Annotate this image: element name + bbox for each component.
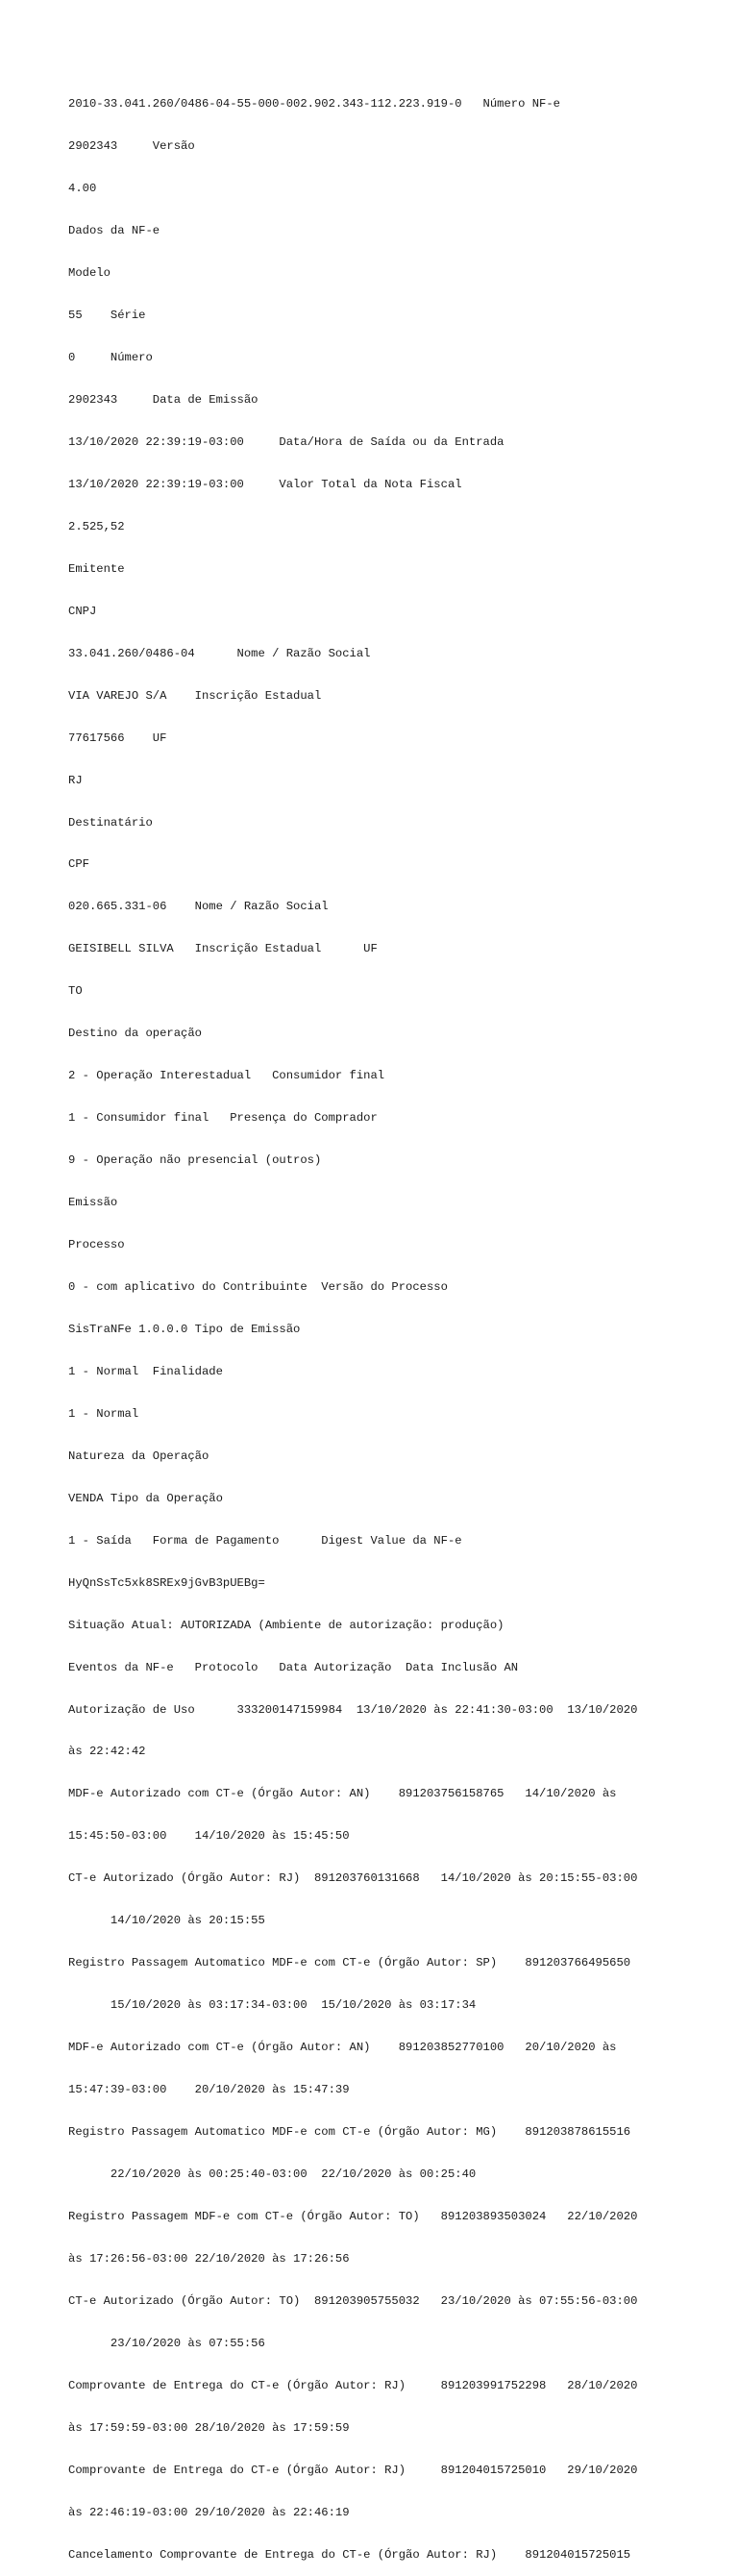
text-line: Autorização de Uso 333200147159984 13/10/2020 às 22:41:30-03:00 13/10/2020 <box>68 1702 638 1717</box>
text-line: TO <box>68 984 83 999</box>
text-line: Comprovante de Entrega do CT-e (Órgão Autor: RJ) 891203991752298 28/10/2020 <box>68 2378 638 2392</box>
text-line: 020.665.331-06 Nome / Razão Social <box>68 900 329 914</box>
text-line: 22/10/2020 às 00:25:40-03:00 22/10/2020 às 00:25:40 <box>68 2167 477 2182</box>
text-line: CNPJ <box>68 604 97 618</box>
text-line: 0 - com aplicativo do Contribuinte Versão do Processo <box>68 1280 448 1294</box>
text-line: Comprovante de Entrega do CT-e (Órgão Autor: RJ) 891204015725010 29/10/2020 <box>68 2463 638 2477</box>
text-line: 13/10/2020 22:39:19-03:00 Data/Hora de Saída ou da Entrada <box>68 434 504 449</box>
text-line: Destinatário <box>68 815 153 830</box>
text-line: CT-e Autorizado (Órgão Autor: TO) 891203905755032 23/10/2020 às 07:55:56-03:00 <box>68 2293 638 2308</box>
text-line: Processo <box>68 1238 125 1252</box>
text-line: 1 - Normal <box>68 1406 139 1421</box>
text-line: às 17:26:56-03:00 22/10/2020 às 17:26:56 <box>68 2251 350 2266</box>
text-line: 15:45:50-03:00 14/10/2020 às 15:45:50 <box>68 1829 350 1844</box>
text-line: VIA VAREJO S/A Inscrição Estadual <box>68 688 322 703</box>
text-line: HyQnSsTc5xk8SREx9jGvB3pUEBg= <box>68 1575 265 1590</box>
text-line: 0 Número <box>68 351 153 365</box>
text-line: Registro Passagem MDF-e com CT-e (Órgão Autor: TO) 891203893503024 22/10/2020 <box>68 2209 638 2223</box>
text-line: 23/10/2020 às 07:55:56 <box>68 2336 265 2350</box>
text-line: 2 - Operação Interestadual Consumidor final <box>68 1069 385 1083</box>
text-line: Dados da NF-e <box>68 224 160 238</box>
text-line: 1 - Normal Finalidade <box>68 1364 223 1378</box>
text-line: GEISIBELL SILVA Inscrição Estadual UF <box>68 942 378 956</box>
text-line: RJ <box>68 773 83 787</box>
text-line: CPF <box>68 857 89 872</box>
text-line: Destino da operação <box>68 1027 202 1041</box>
text-line: 2902343 Versão <box>68 139 195 154</box>
text-line: 2.525,52 <box>68 519 125 533</box>
nfe-text-document <box>68 69 683 2576</box>
text-line: Registro Passagem Automatico MDF-e com CT-e (Órgão Autor: SP) 891203766495650 <box>68 1956 631 1970</box>
text-line: às 22:42:42 <box>68 1745 146 1759</box>
text-line: CT-e Autorizado (Órgão Autor: RJ) 891203760131668 14/10/2020 às 20:15:55-03:00 <box>68 1871 638 1886</box>
text-line: 55 Série <box>68 309 146 323</box>
text-line: Cancelamento Comprovante de Entrega do CT-e (Órgão Autor: RJ) 891204015725015 <box>68 2547 631 2562</box>
text-line: Registro Passagem Automatico MDF-e com CT-e (Órgão Autor: MG) 891203878615516 <box>68 2125 631 2140</box>
text-line: MDF-e Autorizado com CT-e (Órgão Autor: AN) 891203852770100 20/10/2020 às <box>68 2041 617 2055</box>
text-line: às 17:59:59-03:00 28/10/2020 às 17:59:59 <box>68 2420 350 2435</box>
text-line: 77617566 UF <box>68 731 167 745</box>
text-line: às 22:46:19-03:00 29/10/2020 às 22:46:19 <box>68 2505 350 2519</box>
text-line: 15:47:39-03:00 20/10/2020 às 15:47:39 <box>68 2083 350 2097</box>
text-line: Situação Atual: AUTORIZADA (Ambiente de autorização: produção) <box>68 1618 504 1632</box>
text-line: 33.041.260/0486-04 Nome / Razão Social <box>68 646 371 660</box>
text-line: 13/10/2020 22:39:19-03:00 Valor Total da Nota Fiscal <box>68 477 462 491</box>
text-line: 1 - Saída Forma de Pagamento Digest Value da NF-e <box>68 1533 462 1548</box>
text-line: 14/10/2020 às 20:15:55 <box>68 1914 265 1928</box>
text-line: SisTraNFe 1.0.0.0 Tipo de Emissão <box>68 1322 301 1336</box>
text-line: Modelo <box>68 266 111 281</box>
text-line: 1 - Consumidor final Presença do Comprador <box>68 1111 378 1126</box>
text-line: 2902343 Data de Emissão <box>68 392 258 407</box>
text-line: Emitente <box>68 561 125 576</box>
text-line: 9 - Operação não presencial (outros) <box>68 1153 322 1168</box>
text-line: 15/10/2020 às 03:17:34-03:00 15/10/2020 às 03:17:34 <box>68 1998 477 2013</box>
text-line: 4.00 <box>68 182 97 196</box>
text-line: Eventos da NF-e Protocolo Data Autorização Data Inclusão AN <box>68 1660 519 1674</box>
text-line: MDF-e Autorizado com CT-e (Órgão Autor: AN) 891203756158765 14/10/2020 às <box>68 1787 617 1801</box>
text-line: Natureza da Operação <box>68 1449 209 1463</box>
text-line: 2010-33.041.260/0486-04-55-000-002.902.343-112.223.919-0 Número NF-e <box>68 97 560 111</box>
text-line: Emissão <box>68 1196 118 1210</box>
text-line: VENDA Tipo da Operação <box>68 1491 223 1505</box>
